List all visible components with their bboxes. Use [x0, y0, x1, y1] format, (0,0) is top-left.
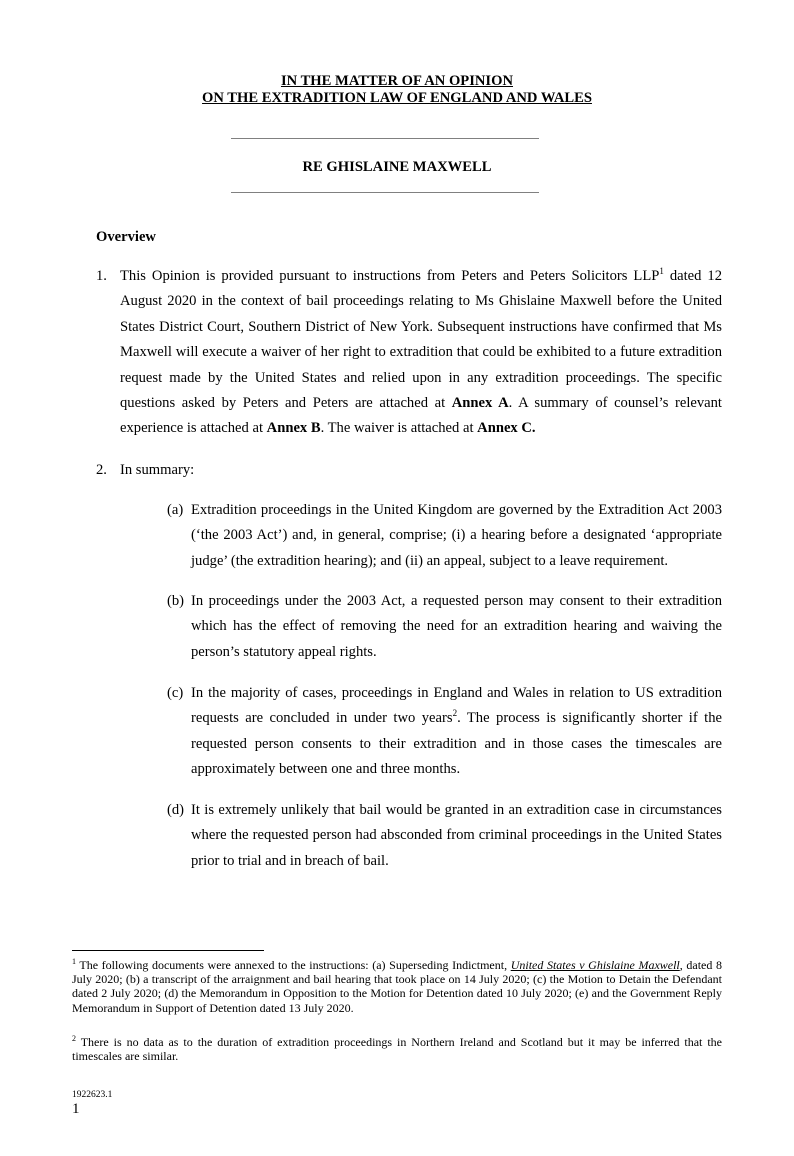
footnote-1: $^1$ The following documents were annexed to the instructions: (a) Superseding Indictment, United States v Ghislaine Maxwell, dated 8 July 2020; (b) a transcript of the arraignment and bail hearing that took place on 14 July 2020; (c) the Motion to Detain the Defendant dated 2 July 2020; (d) the Memorandum in Opposition to the Motion for Detention dated 10 July 2020; (e) and the Government Reply Memorandum in Support of Detention dated 13 July 2020. — [72, 957, 722, 1015]
document-title-line-2: ON THE EXTRADITION LAW OF ENGLAND AND WALES — [202, 90, 592, 106]
annex-a-ref: Annex A — [451, 395, 509, 412]
case-name: United States v Ghislaine Maxwell — [510, 958, 680, 972]
page-number: 1 — [72, 1101, 80, 1117]
item-label: (c) — [167, 685, 184, 701]
item-text: In the majority of cases, proceedings in England and Wales in relation to US extradition requests are concluded in under two years$^2$. The process is significantly shorter if the requested person consents to their extradition and in those cases the timescales are approximately between one and three months. — [191, 685, 722, 778]
footnote-2: $^2$ There is no data as to the duration of extradition proceedings in Northern Ireland and Scotland but it may be inferred that the timescales are similar. — [72, 1034, 722, 1064]
paragraph-body: This Opinion is provided pursuant to instructions from Peters and Peters Solicitors LLP$^1$ dated 12 August 2020 in the context of bail proceedings relating to Ms Ghislaine Maxwell before the United States District Court, Southern District of New York. Subsequent instructions have confirmed that Ms Maxwell will execute a waiver of her right to extradition that could be exhibited to a future extradition request made by the United States and relied upon in any extradition proceedings. The specific questions asked by Peters and Peters are attached at Annex A. A summary of counsel’s relevant experience is attached at Annex B. The waiver is attached at Annex C. — [120, 266, 723, 437]
paragraph-2 — [96, 458, 722, 483]
paragraph-body: In summary: — [120, 462, 195, 478]
paragraph-number: 1. — [96, 268, 107, 284]
footnote-separator — [72, 950, 264, 951]
summary-item-c — [167, 681, 722, 783]
document-title-line-1: IN THE MATTER OF AN OPINION — [280, 73, 514, 89]
footnote-number: 2 — [72, 1034, 76, 1043]
footnote-ref-2[interactable]: 2 — [452, 708, 458, 719]
top-divider — [231, 138, 539, 139]
summary-item-b — [167, 589, 722, 665]
item-label: (a) — [167, 502, 184, 518]
item-text: Extradition proceedings in the United Kingdom are governed by the Extradition Act 2003 (‘the 2003 Act’) and, in general, comprise; (i) a hearing before a designated ‘appropriate judge’ (the extradition hearing); and (ii) an appeal, subject to a leave requirement. — [191, 502, 722, 569]
bottom-divider — [231, 192, 539, 193]
footnote-ref-1[interactable]: 1 — [659, 266, 664, 276]
paragraph-number: 2. — [96, 462, 107, 478]
document-reference: 1922623.1 — [72, 1090, 113, 1100]
footnote-number: 1 — [72, 957, 76, 966]
summary-item-a — [167, 498, 722, 574]
item-text: It is extremely unlikely that bail would be granted in an extradition case in circumstances where the requested person had absconded from criminal proceedings in the United States prior to trial and in breach of bail. — [191, 802, 722, 869]
section-heading-overview: Overview — [96, 229, 156, 245]
item-label: (b) — [167, 593, 185, 609]
item-label: (d) — [167, 802, 185, 818]
annex-b-ref: Annex B — [266, 420, 321, 437]
item-text: In proceedings under the 2003 Act, a requested person may consent to their extradition which has the effect of removing the need for an extradition hearing and waiving the person’s statutory appeal rights. — [191, 593, 722, 660]
summary-item-d — [167, 798, 722, 874]
re-line: RE GHISLAINE MAXWELL — [302, 159, 492, 175]
paragraph-1 — [96, 264, 722, 442]
annex-c-ref: Annex C. — [477, 420, 536, 437]
